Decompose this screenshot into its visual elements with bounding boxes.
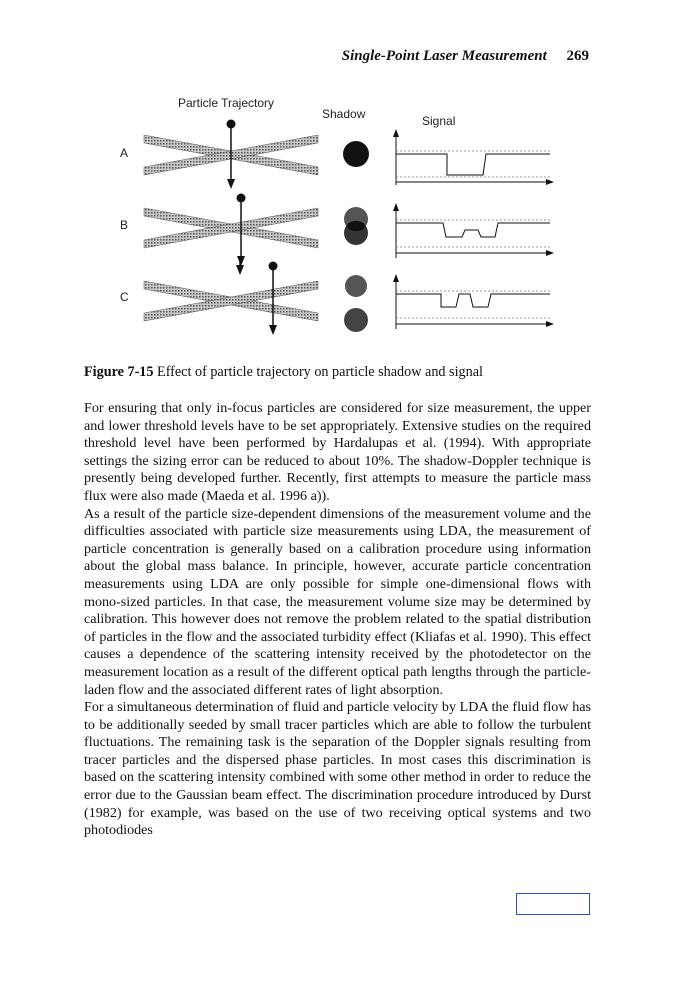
page-number: 269 <box>566 48 589 64</box>
caption-label: Figure 7-15 <box>84 364 154 380</box>
shadow-a <box>343 141 369 167</box>
label-particle-trajectory: Particle Trajectory <box>178 96 275 110</box>
shadow-b <box>344 207 368 245</box>
label-shadow: Shadow <box>322 107 366 121</box>
running-header <box>0 48 589 65</box>
caption-text: Effect of particle trajectory on particle shadow and signal <box>157 364 483 380</box>
signal-c <box>393 274 554 329</box>
row-label-c: C <box>120 290 129 304</box>
paragraph: As a result of the particle size-dependent dimensions of the measurement volume and the difficulties associated with particle size measurements using LDA, the measurement of particle concentration is generally based on a calibration procedure using information about the global mass balance. In principle, however, accurate particle concentration measurements using LDA are only possible for simple one-dimensional flows with mono-sized particles. In that case, the measurement volume size may be determined by calibration. This however does not remove the problem related to the spatial distribution of particles in the flow and the associated turbidity effect (Kliafas et al. 1990). This effect causes a dependence of the scattering intensity received by the photodetector on the measurement location as a result of the different optical path lengths through the particle-laden flow and the associated different rates of light absorption. <box>84 505 591 698</box>
shadow-c <box>344 275 368 332</box>
paragraph: For a simultaneous determination of fluid and particle velocity by LDA the fluid flow has to be additionally seeded by small tracer particles which are able to follow the turbulent fluctuations. The remaining task is the separation of the Doppler signals resulting from tracer particles and the dispersed phase particles. In most cases this discrimination is based on the scattering intensity combined with some other method in order to reduce the error due to the Gaussian beam effect. The discrimination procedure introduced by Durst (1982) for example, was based on the use of two receiving optical systems and two photodiodes <box>84 699 591 839</box>
page-number-box[interactable] <box>516 893 590 915</box>
running-title: Single-Point Laser Measurement <box>341 48 547 64</box>
row-label-a: A <box>120 146 129 160</box>
figure-caption <box>84 364 599 381</box>
paragraph: For ensuring that only in-focus particles are considered for size measurement, the upper and lower threshold levels have to be set appropriately. Extensive studies on the required threshold level have been performed by Hardalupas et al. (1994). With appropriate settings the sizing error can be reduced to about 10%. The shadow-Doppler technique is presently being developed further. Recently, first attempts to measure the particle mass flux were also made (Maeda et al. 1996 a)). <box>84 400 591 504</box>
row-label-b: B <box>120 218 129 232</box>
beam-crossing-c <box>144 281 318 321</box>
figure-diagram <box>100 95 570 350</box>
signal-a <box>393 129 554 185</box>
figure-7-15 <box>100 95 570 350</box>
signal-b <box>393 203 554 258</box>
beam-crossing-b <box>144 208 318 248</box>
label-signal: Signal <box>422 114 456 128</box>
body-text <box>84 400 591 840</box>
